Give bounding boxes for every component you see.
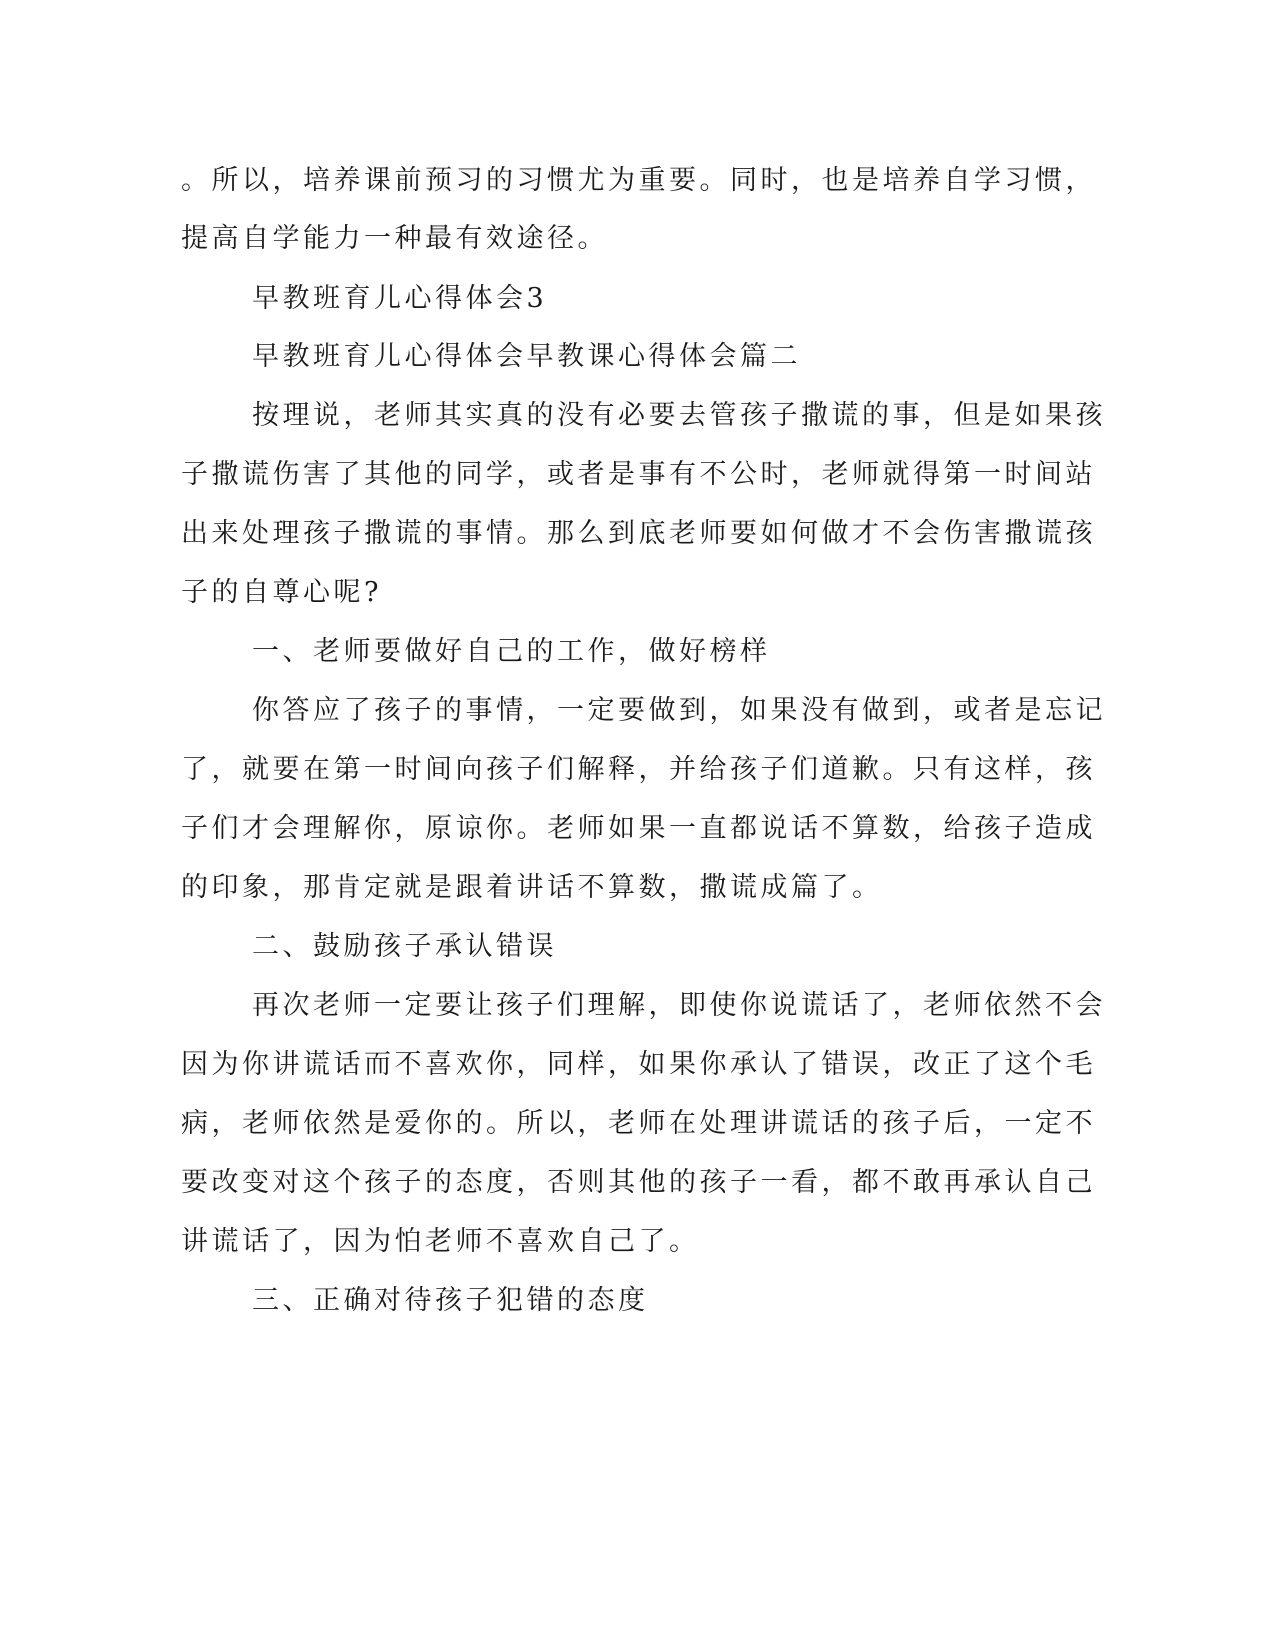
text-line: 了，就要在第一时间向孩子们解释，并给孩子们道歉。只有这样，孩 (181, 754, 1096, 785)
text-line: 因为你讲谎话而不喜欢你，同样，如果你承认了错误，改正了这个毛 (181, 1049, 1096, 1080)
text-line: 要改变对这个孩子的态度，否则其他的孩子一看，都不敢再承认自己 (181, 1167, 1096, 1198)
text-line: 提高自学能力一种最有效途径。 (181, 223, 608, 254)
heading-2: 二、鼓励孩子承认错误 (252, 931, 557, 962)
article-title: 早教班育儿心得体会早教课心得体会篇二 (252, 341, 801, 372)
text-line: 子们才会理解你，原谅你。老师如果一直都说话不算数，给孩子造成 (181, 813, 1096, 844)
text-line: 你答应了孩子的事情，一定要做到，如果没有做到，或者是忘记 (252, 695, 1106, 726)
text-line: 讲谎话了，因为怕老师不喜欢自己了。 (181, 1226, 700, 1257)
text-line: 的印象，那肯定就是跟着讲话不算数，撒谎成篇了。 (181, 872, 883, 903)
text-line: 。所以，培养课前预习的习惯尤为重要。同时，也是培养自学习惯， (181, 165, 1096, 196)
text-line: 按理说，老师其实真的没有必要去管孩子撒谎的事，但是如果孩 (252, 400, 1106, 431)
section-title: 早教班育儿心得体会3 (252, 283, 548, 314)
text-line: 子的自尊心呢? (181, 577, 382, 608)
text-line: 病，老师依然是爱你的。所以，老师在处理讲谎话的孩子后，一定不 (181, 1108, 1096, 1139)
text-line: 出来处理孩子撒谎的事情。那么到底老师要如何做才不会伤害撒谎孩 (181, 518, 1096, 549)
heading-3: 三、正确对待孩子犯错的态度 (252, 1285, 649, 1316)
heading-1: 一、老师要做好自己的工作，做好榜样 (252, 636, 771, 667)
text-line: 子撒谎伤害了其他的同学，或者是事有不公时，老师就得第一时间站 (181, 459, 1096, 490)
text-line: 再次老师一定要让孩子们理解，即使你说谎话了，老师依然不会 (252, 990, 1106, 1021)
